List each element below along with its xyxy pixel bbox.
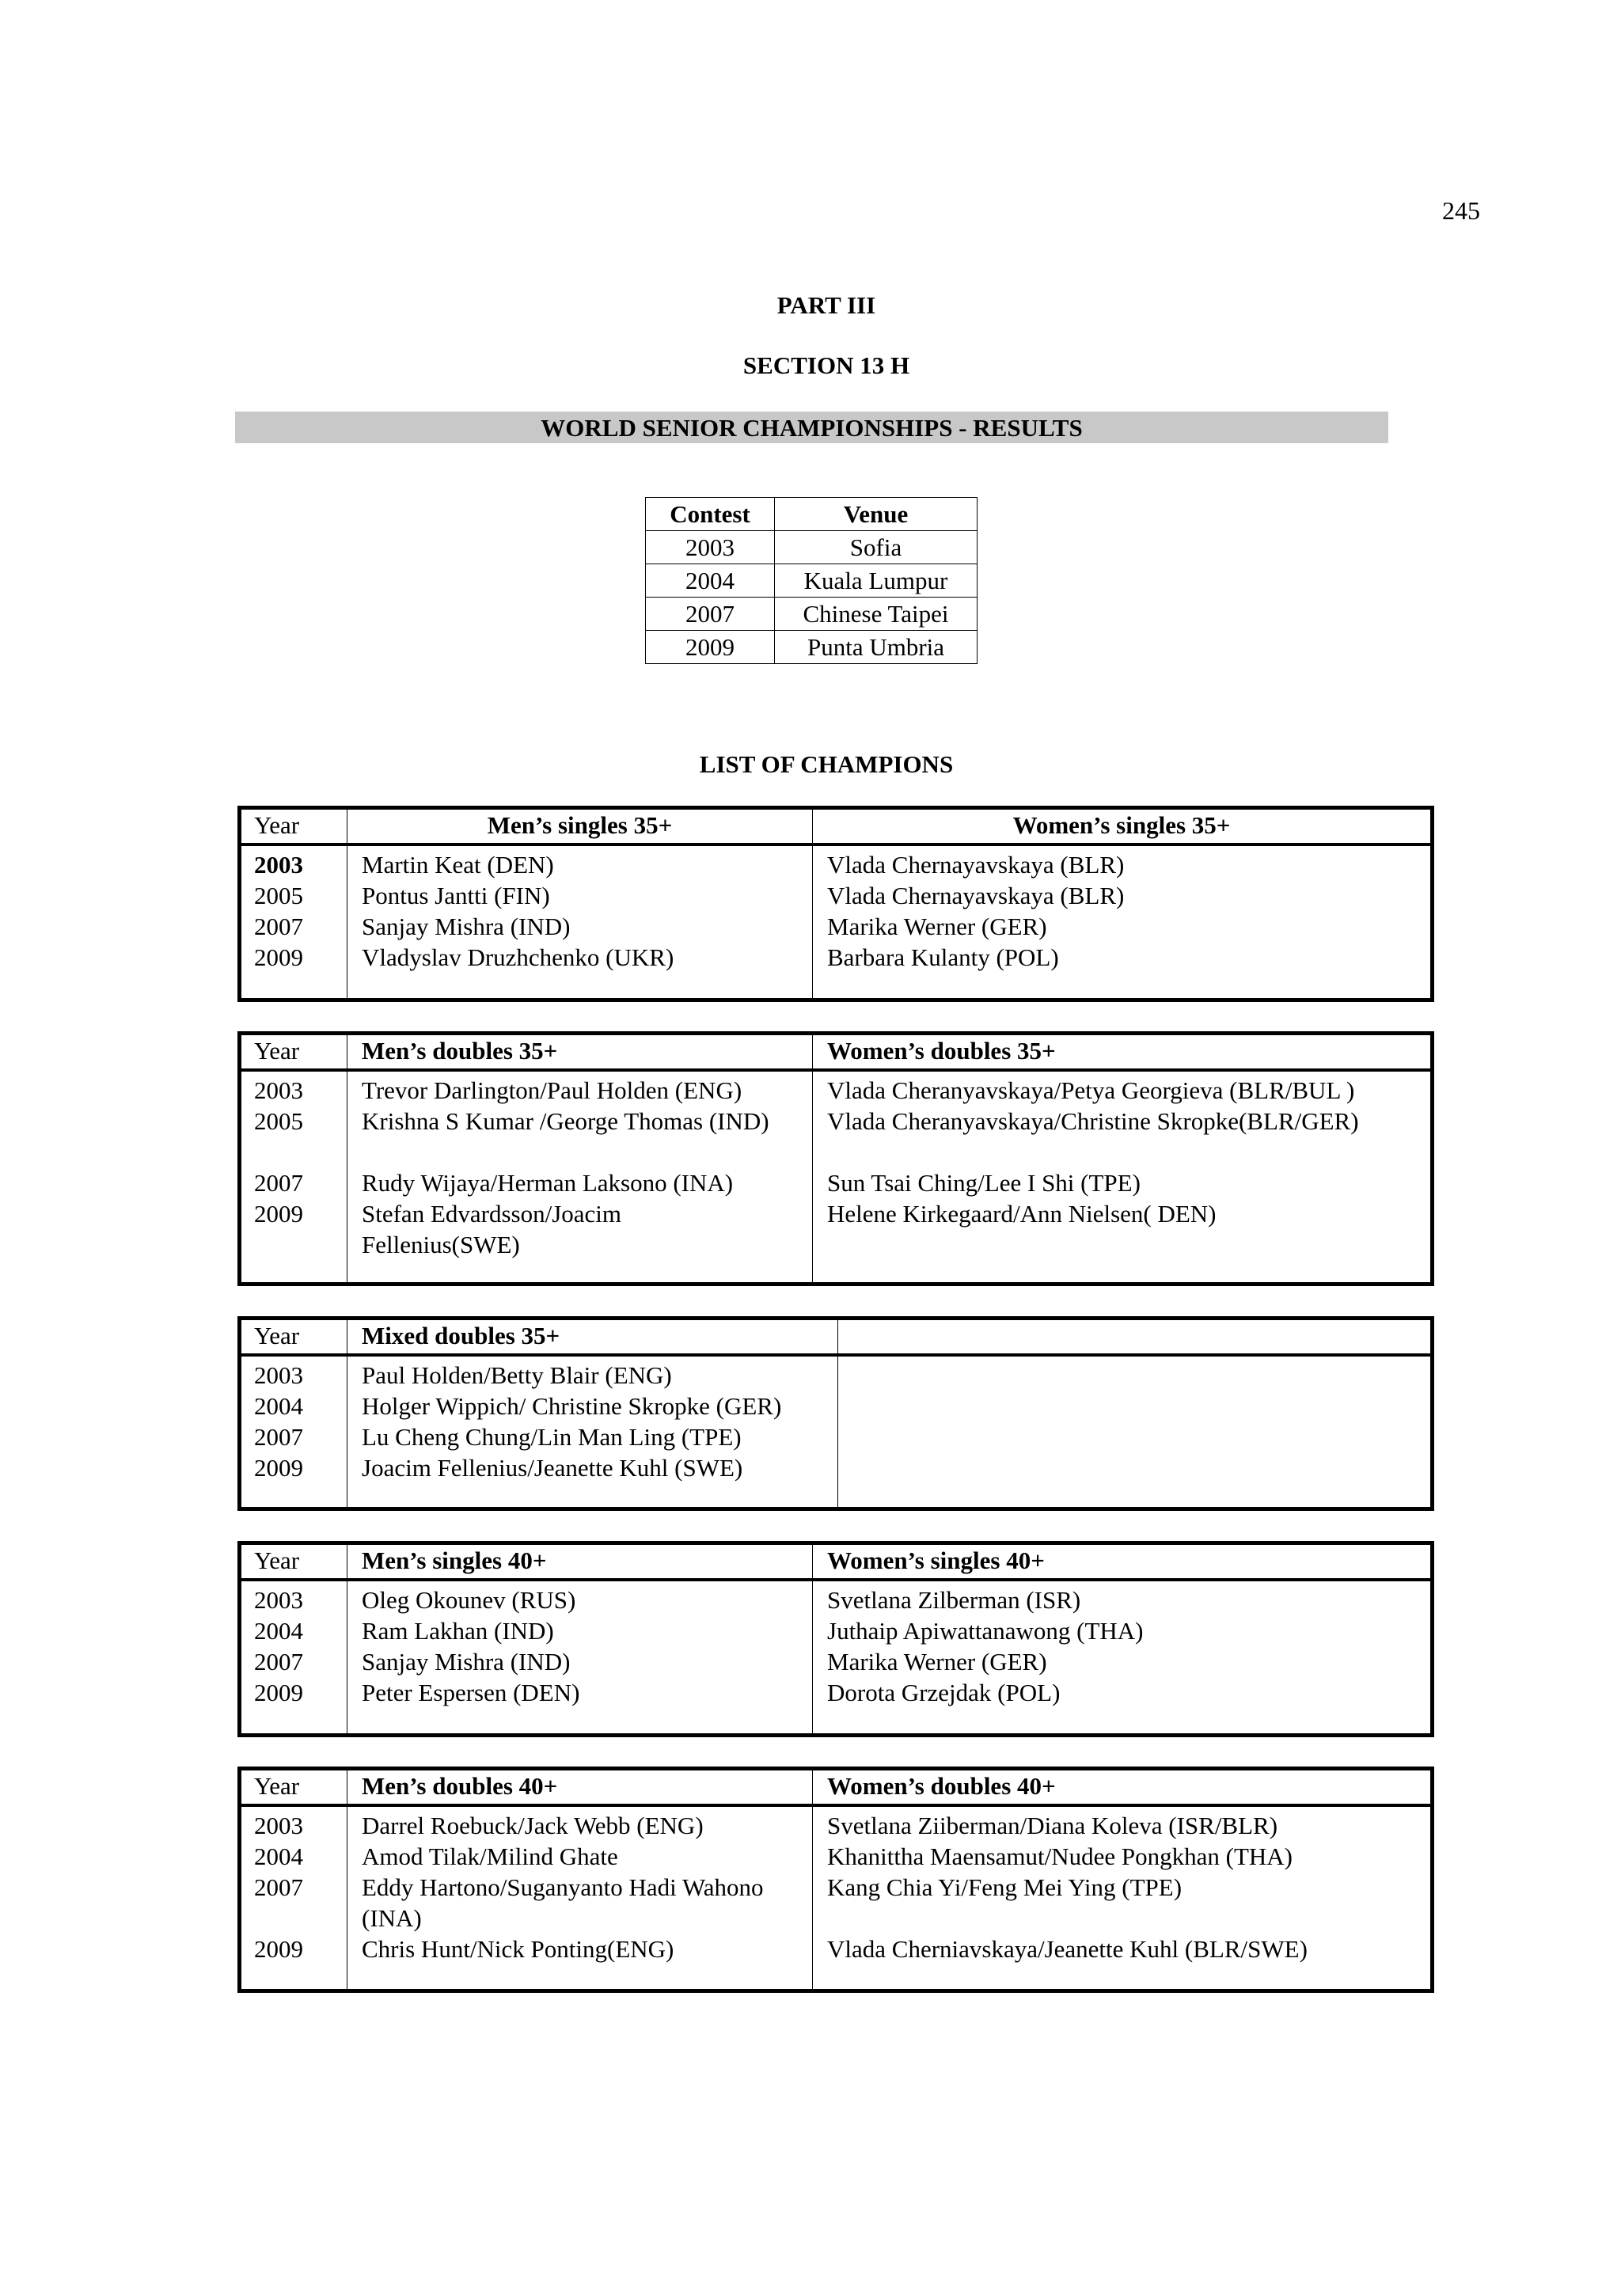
champion-cell: Sanjay Mishra (IND) (362, 1648, 571, 1676)
section-heading: SECTION 13 H (742, 351, 910, 379)
year-cell: 2003 (254, 1812, 303, 1839)
year-header: Year (241, 810, 347, 843)
champion-cell: Paul Holden/Betty Blair (ENG) (362, 1361, 672, 1389)
champion-cell: Amod Tilak/Milind Ghate (362, 1842, 618, 1870)
womens-doubles-40-header: Women’s doubles 40+ (827, 1772, 1056, 1800)
year-cell: 2007 (254, 1423, 303, 1451)
champion-cell: Lu Cheng Chung/Lin Man Ling (TPE) (362, 1423, 742, 1451)
year-cell: 2003 (254, 851, 303, 879)
mens-column (347, 846, 813, 1001)
table-row (646, 631, 978, 664)
year-column (241, 1357, 347, 1510)
champion-cell: Ram Lakhan (IND) (362, 1617, 554, 1645)
venue-table (645, 497, 978, 664)
champion-cell: Pontus Jantti (FIN) (362, 882, 550, 909)
table-header (241, 810, 1430, 846)
champion-cell: Sanjay Mishra (IND) (362, 913, 571, 940)
year-header: Year (241, 1770, 347, 1804)
champion-cell: Oleg Okounev (RUS) (362, 1586, 576, 1614)
champion-cell: Martin Keat (DEN) (362, 851, 554, 879)
champions-table-doubles-35 (237, 1031, 1434, 1286)
mens-doubles-40-header: Men’s doubles 40+ (347, 1770, 813, 1804)
table-header (241, 1545, 1430, 1581)
champion-cell: Kang Chia Yi/Feng Mei Ying (TPE) (827, 1873, 1183, 1901)
year-cell: 2004 (254, 1842, 303, 1870)
contest-header: Contest (646, 498, 775, 531)
womens-column (813, 1581, 1430, 1736)
table-header (241, 1035, 1430, 1072)
year-cell: 2009 (254, 1454, 303, 1482)
champions-table-singles-40 (237, 1541, 1434, 1737)
year-column (241, 1807, 347, 1992)
champion-cell: Helene Kirkegaard/Ann Nielsen( DEN) (827, 1200, 1217, 1228)
mixed-column (347, 1357, 838, 1510)
champion-cell: Vlada Chernayavskaya (BLR) (827, 851, 1125, 879)
champion-cell: Vladyslav Druzhchenko (UKR) (362, 943, 674, 971)
mixed-doubles-35-header: Mixed doubles 35+ (347, 1320, 838, 1353)
champion-cell: Peter Espersen (DEN) (362, 1679, 580, 1706)
venue-header: Venue (775, 498, 978, 531)
champion-cell: Joacim Fellenius/Jeanette Kuhl (SWE) (362, 1454, 743, 1482)
mens-column (347, 1807, 813, 1992)
year-column (241, 1581, 347, 1736)
table-body (241, 1072, 1430, 1285)
table-body (241, 846, 1430, 1001)
contest-year: 2003 (646, 531, 775, 564)
champions-table-singles-35 (237, 806, 1434, 1002)
womens-column (813, 1072, 1430, 1285)
year-cell: 2003 (254, 1076, 303, 1104)
list-of-champions-heading: LIST OF CHAMPIONS (699, 750, 954, 778)
champions-table-mixed-35 (237, 1316, 1434, 1511)
year-cell: 2005 (254, 1107, 303, 1135)
year-column (241, 846, 347, 1001)
mens-column (347, 1581, 813, 1736)
year-cell: 2004 (254, 1617, 303, 1645)
year-cell: 2007 (254, 1873, 303, 1901)
year-cell: 2007 (254, 1169, 303, 1197)
venue-name: Chinese Taipei (775, 598, 978, 631)
champion-cell: Khanittha Maensamut/Nudee Pongkhan (THA) (827, 1842, 1293, 1870)
year-header: Year (241, 1545, 347, 1578)
year-header: Year (241, 1320, 347, 1353)
mens-singles-40-header: Men’s singles 40+ (347, 1545, 813, 1578)
year-column (241, 1072, 347, 1285)
champion-cell: Juthaip Apiwattanawong (THA) (827, 1617, 1144, 1645)
year-cell: 2003 (254, 1586, 303, 1614)
champion-cell: Vlada Chernayavskaya (BLR) (827, 882, 1125, 909)
champion-cell: Svetlana Ziiberman/Diana Koleva (ISR/BLR) (827, 1812, 1278, 1839)
year-cell: 2007 (254, 913, 303, 940)
champion-cell: Darrel Roebuck/Jack Webb (ENG) (362, 1812, 704, 1839)
mens-column (347, 1072, 813, 1285)
contest-year: 2004 (646, 564, 775, 598)
year-cell: 2009 (254, 1679, 303, 1706)
part-heading: PART III (776, 291, 876, 319)
champion-cell: Holger Wippich/ Christine Skropke (GER) (362, 1392, 782, 1420)
champion-cell: Barbara Kulanty (POL) (827, 943, 1059, 971)
champion-cell: Marika Werner (GER) (827, 1648, 1047, 1676)
table-body (241, 1807, 1430, 1992)
venue-name: Kuala Lumpur (775, 564, 978, 598)
champion-cell: Dorota Grzejdak (POL) (827, 1679, 1061, 1706)
womens-column (813, 846, 1430, 1001)
womens-singles-35-header: Women’s singles 35+ (1012, 811, 1231, 839)
champion-cell: Eddy Hartono/Suganyanto Hadi Wahono (INA) (362, 1873, 764, 1932)
champion-cell: Sun Tsai Ching/Lee I Shi (TPE) (827, 1169, 1141, 1197)
champion-cell: Stefan Edvardsson/Joacim Fellenius(SWE) (362, 1200, 622, 1258)
champion-cell: Vlada Cheranyavskaya/Petya Georgieva (BLR/BUL ) (827, 1076, 1355, 1104)
mens-doubles-35-header: Men’s doubles 35+ (347, 1035, 813, 1068)
womens-singles-40-header: Women’s singles 40+ (827, 1546, 1045, 1574)
mens-singles-35-header: Men’s singles 35+ (347, 810, 813, 843)
table-body (241, 1357, 1430, 1510)
champion-cell: Marika Werner (GER) (827, 913, 1047, 940)
champion-cell: Trevor Darlington/Paul Holden (ENG) (362, 1076, 742, 1104)
table-body (241, 1581, 1430, 1736)
champion-cell: Svetlana Zilberman (ISR) (827, 1586, 1081, 1614)
table-row (646, 564, 978, 598)
champion-cell: Rudy Wijaya/Herman Laksono (INA) (362, 1169, 734, 1197)
empty-column (838, 1357, 1430, 1510)
womens-column (813, 1807, 1430, 1992)
table-header (241, 1770, 1430, 1807)
year-cell: 2003 (254, 1361, 303, 1389)
empty-header (838, 1320, 1430, 1353)
champion-cell: Chris Hunt/Nick Ponting(ENG) (362, 1935, 674, 1963)
table-header (241, 1320, 1430, 1357)
contest-year: 2007 (646, 598, 775, 631)
year-cell: 2005 (254, 882, 303, 909)
womens-doubles-35-header: Women’s doubles 35+ (827, 1037, 1056, 1065)
champion-cell: Vlada Cherniavskaya/Jeanette Kuhl (BLR/SWE) (827, 1935, 1308, 1963)
year-cell: 2009 (254, 1935, 303, 1963)
champion-cell: Vlada Cheranyavskaya/Christine Skropke(BLR/GER) (827, 1107, 1359, 1135)
year-cell: 2009 (254, 1200, 303, 1228)
page-number: 245 (1442, 196, 1480, 225)
contest-year: 2009 (646, 631, 775, 664)
year-cell: 2004 (254, 1392, 303, 1420)
year-header: Year (241, 1035, 347, 1068)
year-cell: 2007 (254, 1648, 303, 1676)
champion-cell: Krishna S Kumar /George Thomas (IND) (362, 1107, 769, 1135)
venue-table-header (646, 498, 978, 531)
year-cell: 2009 (254, 943, 303, 971)
banner-title: WORLD SENIOR CHAMPIONSHIPS - RESULTS (235, 412, 1388, 443)
table-row (646, 531, 978, 564)
venue-name: Sofia (775, 531, 978, 564)
table-row (646, 598, 978, 631)
venue-name: Punta Umbria (775, 631, 978, 664)
champions-table-doubles-40 (237, 1767, 1434, 1993)
